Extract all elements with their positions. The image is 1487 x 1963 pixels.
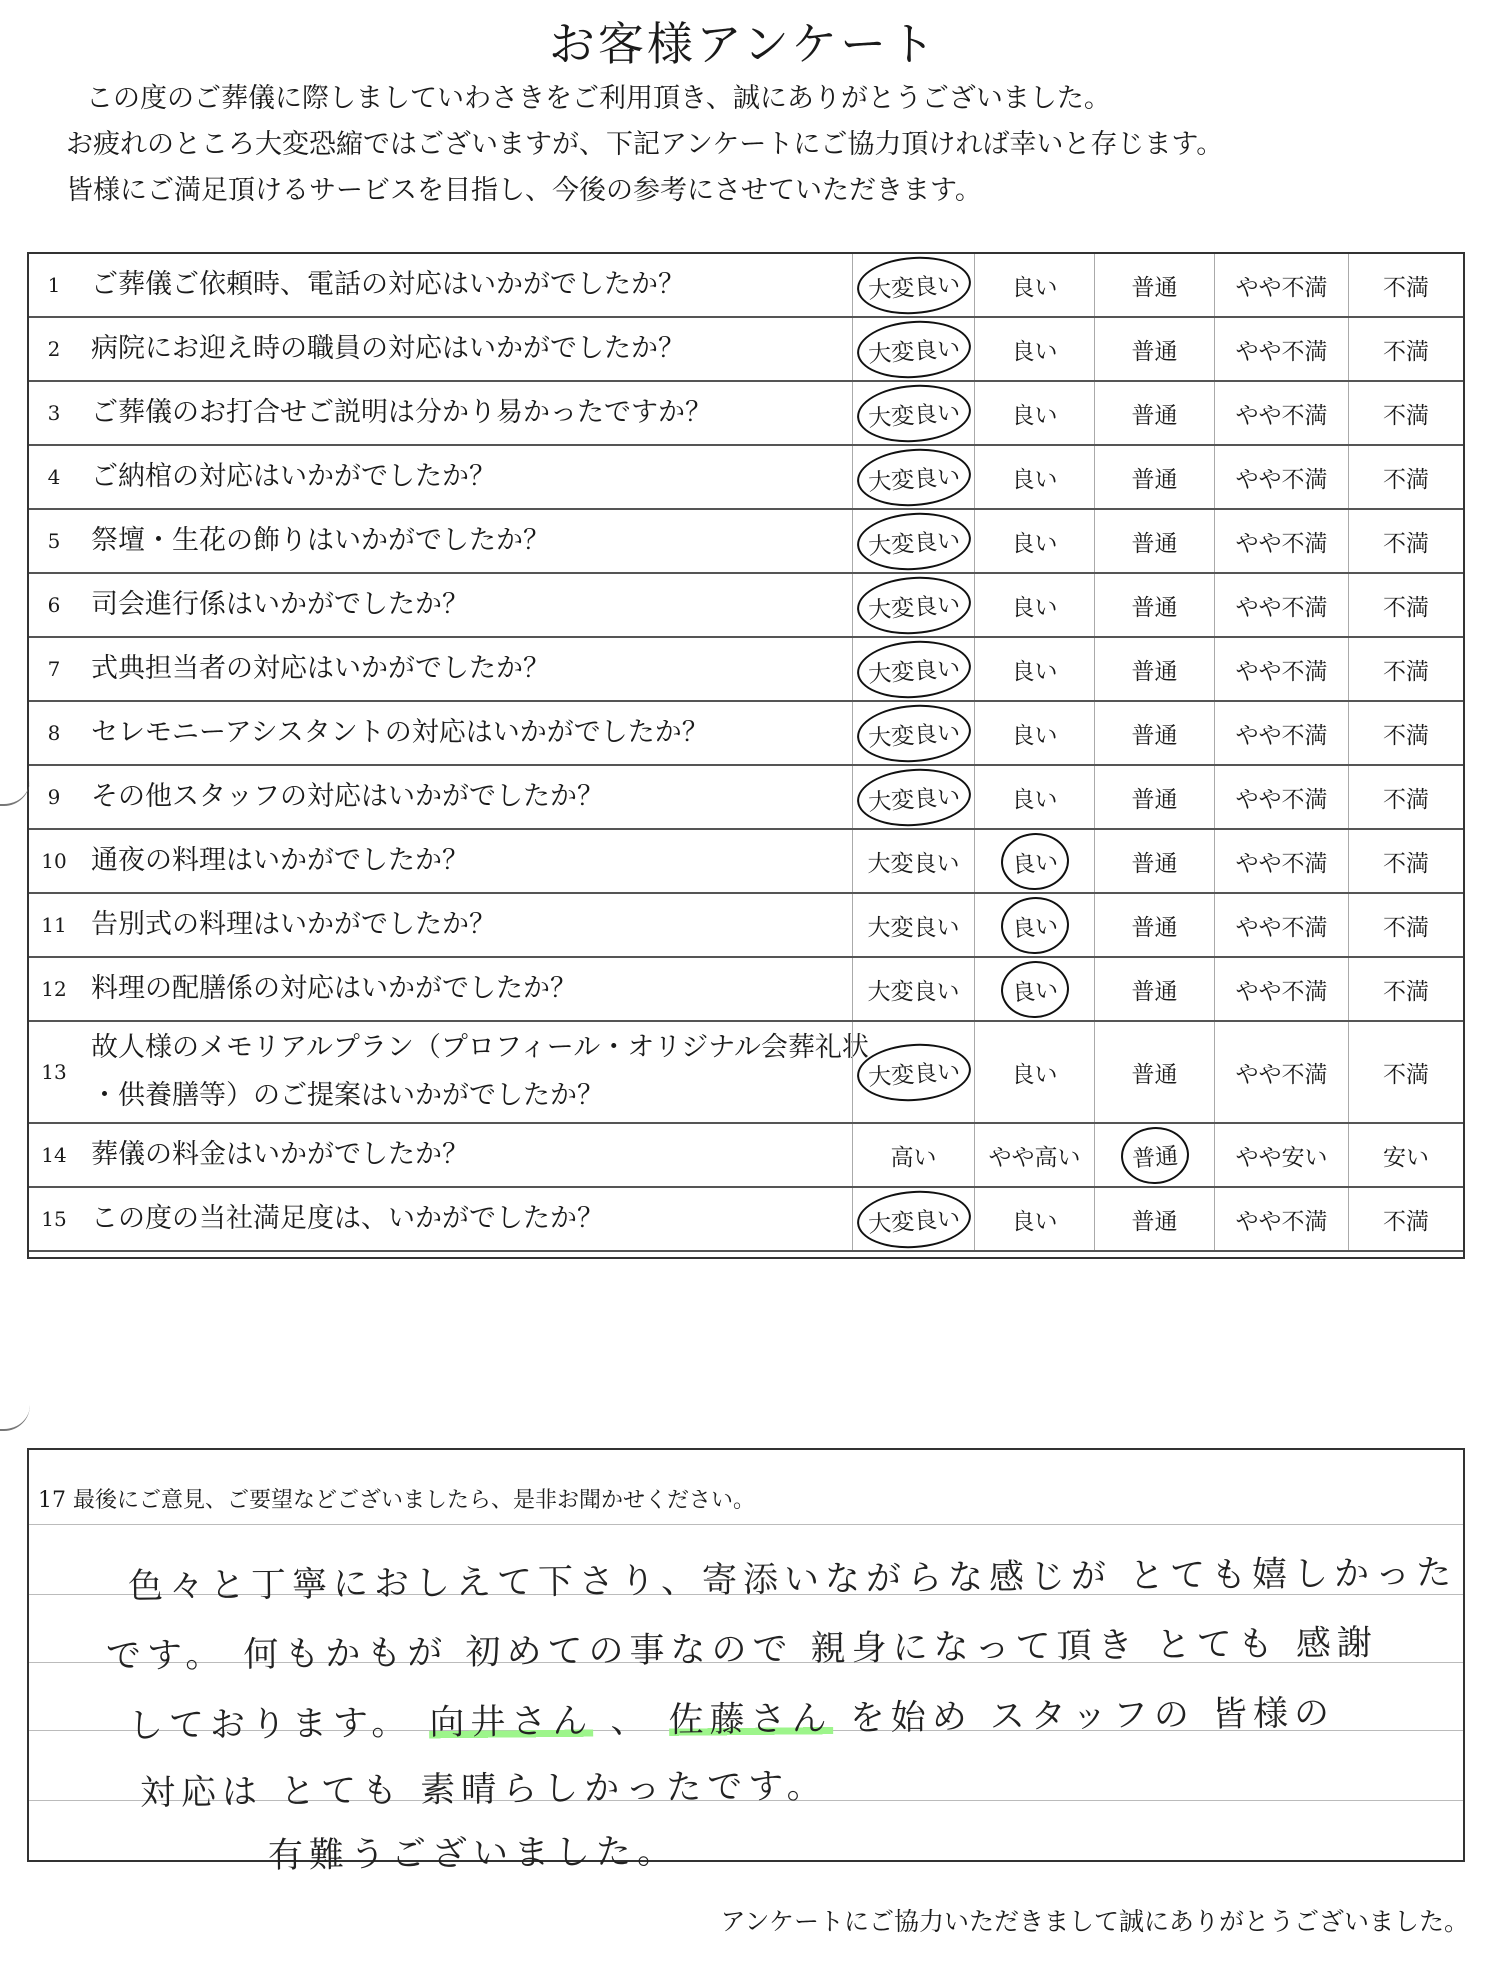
answer-option-circled[interactable]: [852, 702, 974, 764]
answer-option-label: 良い: [1011, 274, 1058, 301]
question-text-line: ご葬儀ご依頼時、電話の対応はいかがでしたか？: [91, 269, 685, 300]
answer-option-circled[interactable]: [852, 382, 974, 444]
answer-option-label: 良い: [1011, 466, 1058, 493]
answer-option-label: 不満: [1383, 786, 1429, 813]
question-text: [91, 894, 871, 956]
answer-option-label: 不満: [1383, 978, 1429, 1005]
answer-option-label: 良い: [999, 830, 1071, 892]
question-text-line: 司会進行係はいかがでしたか？: [91, 589, 469, 620]
question-text-line: 告別式の料理はいかがでしたか？: [91, 909, 496, 940]
intro-line: お疲れのところ大変恐縮ではございますが、下記アンケートにご協力頂ければ幸いと存じます。: [66, 129, 1224, 160]
answer-option[interactable]: [1214, 702, 1348, 764]
answer-option[interactable]: [974, 318, 1094, 380]
highlighted-staff-name: 向井さん: [429, 1701, 594, 1744]
answer-option-label: やや不満: [1235, 530, 1328, 557]
answer-option-label: やや不満: [1235, 594, 1328, 621]
answer-option[interactable]: [1094, 254, 1214, 316]
question-number: 8: [47, 721, 61, 745]
question-text: [91, 510, 871, 572]
answer-option-label: 普通: [1131, 402, 1178, 429]
answer-option-label: 普通: [1131, 530, 1178, 557]
survey-question-row: [29, 1188, 1463, 1252]
answer-option[interactable]: [1214, 830, 1348, 892]
answer-option[interactable]: [1214, 1022, 1348, 1122]
answer-option-label: 不満: [1383, 530, 1429, 557]
question-number: 5: [47, 529, 61, 553]
answer-option-label: 普通: [1131, 786, 1178, 813]
survey-question-row: [29, 702, 1463, 766]
handwritten-comment-line: 色々と丁寧におしえて下さり、寄添いながらな感じが とても嬉しかった: [127, 1553, 1458, 1607]
answer-option-label: 普通: [1131, 658, 1178, 685]
handwritten-comment-line: です。 何もかもが 初めての事なので 親身になって頂き とても 感謝: [105, 1623, 1379, 1677]
question-text: [91, 702, 871, 764]
question-text: [91, 1124, 871, 1186]
answer-option-circled[interactable]: [852, 1188, 974, 1250]
answer-option[interactable]: [1094, 510, 1214, 572]
answer-option-label: やや不満: [1235, 978, 1328, 1005]
handwritten-comment-line: 対応は とても 素晴らしかったです。: [139, 1766, 828, 1814]
ruled-line: [29, 1524, 1463, 1525]
question-text-line: 祭壇・生花の飾りはいかがでしたか？: [91, 525, 550, 556]
answer-option-label: 普通: [1131, 722, 1178, 749]
answer-option[interactable]: [1348, 830, 1463, 892]
question-text: [91, 638, 871, 700]
answer-option-label: 大変良い: [855, 701, 973, 766]
survey-question-row: [29, 766, 1463, 830]
answer-option[interactable]: [1214, 446, 1348, 508]
question-text-line: 料理の配膳係の対応はいかがでしたか？: [91, 973, 577, 1004]
question-text: [91, 382, 871, 444]
answer-option[interactable]: [852, 1124, 974, 1186]
answer-option-label: 普通: [1131, 338, 1178, 365]
answer-option[interactable]: [1348, 638, 1463, 700]
answer-option-label: やや高い: [988, 1144, 1081, 1171]
comment-question: 17 最後にご意見、ご要望などございましたら、是非お聞かせください。: [38, 1488, 755, 1513]
answer-option-label: 良い: [1011, 722, 1058, 749]
answer-option[interactable]: [1348, 382, 1463, 444]
answer-option[interactable]: [852, 958, 974, 1020]
question-text: [91, 766, 871, 828]
question-number: 6: [47, 593, 61, 617]
answer-option[interactable]: [1348, 1022, 1463, 1122]
answer-option-label: 普通: [1131, 274, 1178, 301]
question-number: 15: [41, 1207, 67, 1231]
answer-option[interactable]: [1214, 894, 1348, 956]
answer-option[interactable]: [1094, 958, 1214, 1020]
answer-option[interactable]: [1094, 638, 1214, 700]
answer-option-label: やや安い: [1235, 1144, 1328, 1171]
answer-option[interactable]: [852, 894, 974, 956]
answer-option[interactable]: [1094, 766, 1214, 828]
handwritten-comment-line: 有難うございました。: [267, 1831, 679, 1877]
question-text: [91, 1022, 871, 1122]
answer-option[interactable]: [1094, 1188, 1214, 1250]
answer-option[interactable]: [1094, 318, 1214, 380]
comment-text: を始め スタッフの 皆様の: [832, 1693, 1336, 1739]
question-number: 1: [47, 273, 61, 297]
question-number: 11: [41, 913, 67, 937]
answer-option[interactable]: [1094, 702, 1214, 764]
answer-option-label: やや不満: [1235, 1208, 1328, 1235]
answer-option-label: 大変良い: [855, 445, 973, 510]
intro-line: 皆様にご満足頂けるサービスを目指し、今後の参考にさせていただきます。: [66, 175, 982, 206]
answer-option[interactable]: [1094, 830, 1214, 892]
comment-text: 、: [593, 1700, 669, 1742]
answer-option-label: やや不満: [1235, 850, 1328, 877]
question-text-line: その他スタッフの対応はいかがでしたか？: [91, 781, 604, 812]
answer-option-label: 普通: [1131, 594, 1178, 621]
answer-option[interactable]: [1348, 766, 1463, 828]
answer-option-label: 普通: [1131, 850, 1178, 877]
answer-option-label: 良い: [1011, 1208, 1058, 1235]
question-text: [91, 1188, 871, 1250]
answer-option-circled[interactable]: [852, 766, 974, 828]
question-text-line: 葬儀の料金はいかがでしたか？: [91, 1139, 469, 1170]
answer-option-label: 大変良い: [855, 1187, 973, 1252]
answer-option-label: 大変良い: [867, 850, 960, 877]
answer-option-label: 不満: [1383, 914, 1429, 941]
answer-option-label: 良い: [999, 958, 1071, 1020]
question-text: [91, 318, 871, 380]
answer-option[interactable]: [1348, 510, 1463, 572]
answer-option[interactable]: [1348, 1188, 1463, 1250]
answer-option[interactable]: [974, 446, 1094, 508]
survey-question-row: [29, 638, 1463, 702]
answer-option[interactable]: [974, 766, 1094, 828]
highlighted-staff-name: 佐藤さん: [668, 1698, 833, 1741]
answer-option-label: 普通: [1131, 1208, 1178, 1235]
survey-question-row: [29, 254, 1463, 318]
answer-option-label: 不満: [1383, 658, 1429, 685]
question-text-line: セレモニーアシスタントの対応はいかがでしたか？: [91, 717, 709, 748]
answer-option-label: 良い: [1011, 786, 1058, 813]
answer-option[interactable]: [1214, 638, 1348, 700]
answer-option-label: 不満: [1383, 594, 1429, 621]
answer-option[interactable]: [1348, 1124, 1463, 1186]
answer-option[interactable]: [1214, 1124, 1348, 1186]
answer-option[interactable]: [1214, 382, 1348, 444]
question-text-line: ・供養膳等）のご提案はいかがでしたか？: [91, 1080, 604, 1111]
answer-option-circled[interactable]: [852, 318, 974, 380]
answer-option[interactable]: [974, 254, 1094, 316]
answer-option-label: 良い: [1011, 530, 1058, 557]
answer-option-circled[interactable]: [974, 958, 1094, 1020]
answer-option-label: やや不満: [1235, 1061, 1328, 1088]
question-text: [91, 958, 871, 1020]
answer-option-circled[interactable]: [974, 830, 1094, 892]
answer-option[interactable]: [1348, 702, 1463, 764]
answer-option-circled[interactable]: [974, 894, 1094, 956]
answer-option-circled[interactable]: [852, 254, 974, 316]
answer-option[interactable]: [1214, 1188, 1348, 1250]
answer-option-label: 良い: [1011, 594, 1058, 621]
answer-option-label: やや不満: [1235, 338, 1328, 365]
comment-text: しております。: [127, 1703, 430, 1747]
answer-option-label: 良い: [999, 894, 1071, 956]
answer-option[interactable]: [1094, 894, 1214, 956]
answer-option[interactable]: [1348, 574, 1463, 636]
answer-option-label: 大変良い: [867, 914, 960, 941]
survey-question-row: [29, 1022, 1463, 1124]
question-text-line: 病院にお迎え時の職員の対応はいかがでしたか？: [91, 333, 685, 364]
answer-option-label: 大変良い: [855, 317, 973, 382]
intro-text: [66, 76, 1446, 214]
answer-option[interactable]: [1348, 894, 1463, 956]
answer-option-label: 不満: [1383, 1208, 1429, 1235]
answer-option[interactable]: [974, 1124, 1094, 1186]
answer-option-label: やや不満: [1235, 722, 1328, 749]
footer-thanks: アンケートにご協力いただきまして誠にありがとうございました。: [720, 1907, 1469, 1936]
intro-line: この度のご葬儀に際しましていわさきをご利用頂き、誠にありがとうございました。: [86, 83, 1111, 114]
answer-option-circled[interactable]: [852, 1022, 974, 1122]
question-text-line: ご葬儀のお打合せご説明は分かり易かったですか？: [91, 397, 712, 428]
answer-option-label: 安い: [1383, 1144, 1429, 1171]
answer-option[interactable]: [1094, 382, 1214, 444]
answer-option[interactable]: [1214, 574, 1348, 636]
question-number: 2: [47, 337, 61, 361]
answer-option[interactable]: [1094, 1022, 1214, 1122]
answer-option-circled[interactable]: [852, 446, 974, 508]
binder-hole-mark: [0, 1405, 30, 1431]
question-text: [91, 830, 871, 892]
answer-option-label: 不満: [1383, 850, 1429, 877]
question-number: 14: [41, 1143, 67, 1167]
question-text-line: 故人様のメモリアルプラン（プロフィール・オリジナル会葬礼状: [91, 1032, 869, 1063]
question-number: 7: [47, 657, 61, 681]
answer-option-label: 大変良い: [855, 573, 973, 638]
survey-question-row: [29, 958, 1463, 1022]
answer-option[interactable]: [1348, 254, 1463, 316]
answer-option[interactable]: [974, 702, 1094, 764]
question-text-line: 式典担当者の対応はいかがでしたか？: [91, 653, 550, 684]
survey-question-row: [29, 318, 1463, 382]
question-text-line: ご納棺の対応はいかがでしたか？: [91, 461, 496, 492]
answer-option-label: 不満: [1383, 466, 1429, 493]
answer-option-label: 大変良い: [855, 765, 973, 830]
answer-option[interactable]: [974, 638, 1094, 700]
answer-option-label: 大変良い: [855, 1040, 973, 1105]
page-title: お客様アンケート: [548, 17, 939, 71]
answer-option[interactable]: [1214, 766, 1348, 828]
answer-option[interactable]: [852, 830, 974, 892]
answer-option-label: 普通: [1131, 978, 1178, 1005]
answer-option-label: 良い: [1011, 1061, 1058, 1088]
answer-option-label: 良い: [1011, 402, 1058, 429]
question-text: [91, 574, 871, 636]
answer-option[interactable]: [1214, 958, 1348, 1020]
answer-option-label: 不満: [1383, 1061, 1429, 1088]
answer-option-label: 大変良い: [855, 253, 973, 318]
answer-option-label: 大変良い: [867, 978, 960, 1005]
answer-option[interactable]: [1214, 254, 1348, 316]
answer-option[interactable]: [1348, 318, 1463, 380]
answer-option-label: 不満: [1383, 722, 1429, 749]
question-text-line: この度の当社満足度は、いかがでしたか？: [91, 1203, 604, 1234]
survey-question-row: [29, 894, 1463, 958]
answer-option[interactable]: [974, 1188, 1094, 1250]
survey-question-row: [29, 1124, 1463, 1188]
question-number: 13: [41, 1060, 67, 1084]
answer-option-label: 不満: [1383, 338, 1429, 365]
answer-option-label: やや不満: [1235, 402, 1328, 429]
answer-option-circled[interactable]: [852, 510, 974, 572]
answer-option[interactable]: [974, 574, 1094, 636]
question-number: 4: [47, 465, 61, 489]
survey-question-row: [29, 574, 1463, 638]
answer-option-label: やや不満: [1235, 466, 1328, 493]
answer-option[interactable]: [1348, 958, 1463, 1020]
question-text: [91, 446, 871, 508]
answer-option-label: 大変良い: [855, 381, 973, 446]
answer-option-label: 不満: [1383, 402, 1429, 429]
answer-option[interactable]: [974, 510, 1094, 572]
answer-option[interactable]: [1214, 318, 1348, 380]
answer-option-label: 良い: [1011, 338, 1058, 365]
answer-option-label: 大変良い: [855, 509, 973, 574]
answer-option-label: 大変良い: [855, 637, 973, 702]
answer-option[interactable]: [1348, 446, 1463, 508]
answer-option-label: やや不満: [1235, 786, 1328, 813]
answer-option-label: やや不満: [1235, 274, 1328, 301]
answer-option-circled[interactable]: [852, 574, 974, 636]
question-number: 3: [47, 401, 61, 425]
answer-option-label: 普通: [1131, 466, 1178, 493]
answer-option-circled[interactable]: [852, 638, 974, 700]
answer-option-label: やや不満: [1235, 914, 1328, 941]
question-number: 9: [47, 785, 61, 809]
question-number: 10: [41, 849, 67, 873]
answer-option-label: 不満: [1383, 274, 1429, 301]
question-number: 12: [41, 977, 67, 1001]
answer-option-label: やや不満: [1235, 658, 1328, 685]
answer-option-label: 良い: [1011, 658, 1058, 685]
answer-option-label: 普通: [1119, 1124, 1191, 1186]
survey-question-row: [29, 382, 1463, 446]
answer-option-label: 普通: [1131, 1061, 1178, 1088]
answer-option-label: 高い: [890, 1144, 937, 1171]
question-text: [91, 254, 871, 316]
answer-option[interactable]: [974, 382, 1094, 444]
question-text-line: 通夜の料理はいかがでしたか？: [91, 845, 469, 876]
answer-option[interactable]: [1094, 574, 1214, 636]
answer-option[interactable]: [1214, 510, 1348, 572]
answer-option[interactable]: [1094, 446, 1214, 508]
answer-option-label: 普通: [1131, 914, 1178, 941]
answer-option[interactable]: [974, 1022, 1094, 1122]
survey-question-row: [29, 446, 1463, 510]
survey-question-row: [29, 510, 1463, 574]
answer-option-circled[interactable]: [1094, 1124, 1214, 1186]
survey-question-row: [29, 830, 1463, 894]
binder-hole-mark: [0, 780, 30, 806]
survey-table: [27, 252, 1465, 1259]
